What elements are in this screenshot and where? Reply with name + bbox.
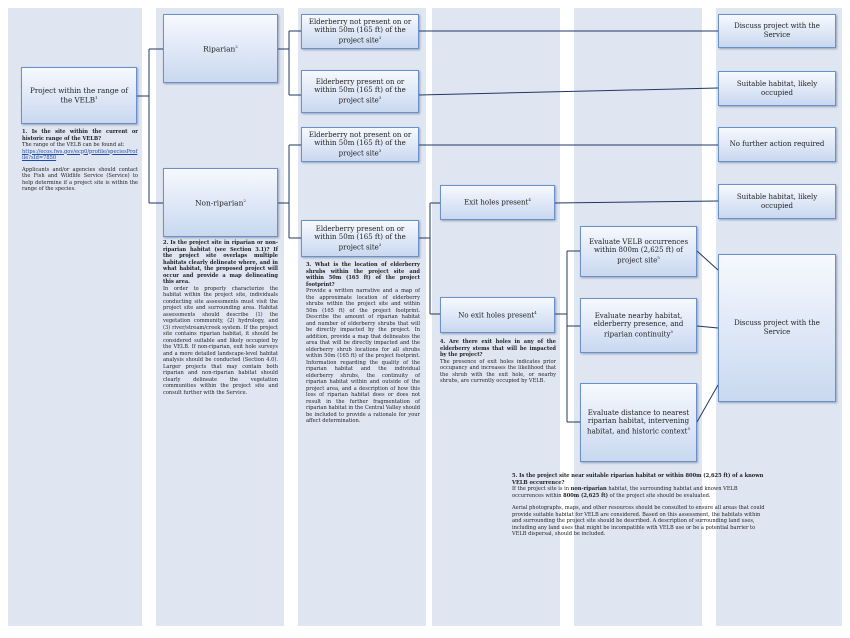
note-5-text: If the project site is in non-riparian habitat, the surrounding habitat and known VELB occurrences within 800m (2,625 ft) of the project site should be evaluated.: [512, 486, 738, 499]
box-label: Discuss project with the Service: [734, 319, 820, 336]
box-label: No exit holes present$^4$: [458, 309, 537, 320]
box-label: Evaluate VELB occurrences within 800m (2,625 ft) of project site$^5$: [588, 237, 689, 265]
box-outcome-discuss-1: [718, 14, 836, 48]
box-evaluate-nearby-habitat: [580, 298, 697, 353]
note-2: [163, 240, 278, 396]
box-exit-holes-present: [440, 185, 555, 220]
box-project-range: [21, 67, 137, 124]
note-1-link[interactable]: https://ecos.fws.gov/ecp0/profile/speciesProfile?sId=7850: [22, 148, 138, 162]
box-outcome-suitable-2: [718, 184, 836, 219]
box-label: Suitable habitat, likely occupied: [736, 79, 818, 97]
note-2-question: 2. Is the project site in riparian or non-riparian habitat (see Section 3.1)? If the project site overlaps multiple habitats clearly delineate where, and in what habitat, the proposed project will occur and provide a map delineating this area.: [163, 240, 278, 286]
note-3-question: 3. What is the location of elderberry shrubs within the project site and within 50m (165 ft) of the project footprint?: [306, 262, 420, 288]
note-4-question: 4. Are there exit holes in any of the elderberry stems that will be impacted by the project?: [440, 339, 556, 359]
note-2-text: In order to properly characterize the habitat within the project site, individuals conducting site assessments must visit the project site and surrounding area. Habitat assessments should describe (1) the vegetation community, (2) hydrology, and (3) river/stream/creek system. If the project site contains riparian habitat, it should be considered suitable and likely occupied by the VELB. If non-riparian, exit hole surveys and a more detailed landscape-level habitat analysis should be conducted (Section 4.0). Larger projects that may contain both riparian and non-riparian habitat should clearly delineate the vegetation communities within the project site and consult further with the Service.: [163, 285, 278, 396]
note-5-question: 5. Is the project site near suitable riparian habitat or within 800m (2,625 ft) of a known VELB occurrence?: [512, 473, 764, 486]
note-1-question: 1. Is the site within the current or historic range of the VELB?: [22, 129, 138, 142]
box-outcome-no-action: [718, 127, 836, 162]
box-label: Riparian$^2$: [203, 43, 238, 54]
note-5-text-2: Aerial photographs, maps, and other resources should be consulted to ensure all areas that could provide suitable habitat for VELB are considered. Based on this assessment, the habitats within and surrounding the project site should be described. A description of surrounding land uses, including any land uses that might be incompatible with VELB use or be a potential barrier to VELB dispersal, should be included.: [512, 505, 765, 538]
box-outcome-discuss-2: [718, 254, 836, 402]
note-3: [306, 262, 420, 425]
box-label: Non-riparian$^2$: [195, 197, 246, 208]
box-elderberry-not-present-riparian: [301, 14, 419, 49]
box-label: Discuss project with the Service: [734, 22, 820, 39]
box-label: No further action required: [729, 140, 825, 149]
box-label: Elderberry not present on or within 50m (165 ft) of the project site$^3$: [308, 17, 412, 45]
note-4: [440, 339, 556, 385]
box-label: Elderberry present on or within 50m (165 ft) of the project site$^3$: [314, 77, 406, 105]
box-elderberry-not-present-non-riparian: [301, 127, 419, 162]
box-elderberry-present-non-riparian: [301, 220, 419, 257]
note-1: [22, 129, 138, 193]
note-5: [512, 473, 768, 538]
box-outcome-suitable-1: [718, 71, 836, 106]
box-label: Evaluate nearby habitat, elderberry presence, and riparian continuity$^5$: [593, 311, 684, 339]
box-evaluate-occurrences: [580, 226, 697, 277]
box-riparian: [163, 14, 278, 83]
box-non-riparian: [163, 168, 278, 237]
box-label: Exit holes present$^4$: [464, 197, 531, 207]
note-3-text: Provide a written narrative and a map of the approximate location of elderberry shrubs within the project site and within 50m (165 ft) of the project footprint. Describe the amount of riparian habitat and number of elderberry shrubs that will be directly impacted by the project. In addition, provide a map that delineates the area that will be directly impacted and the elderberry shrub locations for all shrubs within 50m (165 ft) of the project footprint. Information regarding the quality of the riparian habitat and the individual elderberry shrubs, the continuity of riparian habitat within and outside of the project area, and a description of how this loss of riparian habitat does or does not result in the further fragmentation of riparian habitat in the Central Valley should be included to provide a rationale for your affect determination.: [306, 288, 420, 425]
box-label: Project within the range of the VELB$^1$: [30, 86, 128, 105]
note-1-text-2: Applicants and/or agencies should contact the Fish and Wildlife Service (Service) to help determine if a project site is within the range of the species.: [22, 166, 138, 193]
box-elderberry-present-riparian: [301, 70, 419, 113]
box-label: Suitable habitat, likely occupied: [736, 192, 818, 210]
box-label: Elderberry not present on or within 50m (165 ft) of the project site$^3$: [308, 130, 412, 158]
note-4-text: The presence of exit holes indicates prior occupancy and increases the likelihood that the shrub with the exit hole, or nearby shrubs, are currently occupied by VELB.: [440, 358, 556, 385]
box-evaluate-distance: [580, 383, 697, 462]
box-label: Elderberry present on or within 50m (165 ft) of the project site$^3$: [314, 224, 406, 252]
box-no-exit-holes: [440, 297, 555, 333]
box-label: Evaluate distance to nearest riparian habitat, intervening habitat, and historic context$^5$: [586, 408, 691, 436]
note-1-text: The range of the VELB can be found at:: [22, 142, 125, 149]
